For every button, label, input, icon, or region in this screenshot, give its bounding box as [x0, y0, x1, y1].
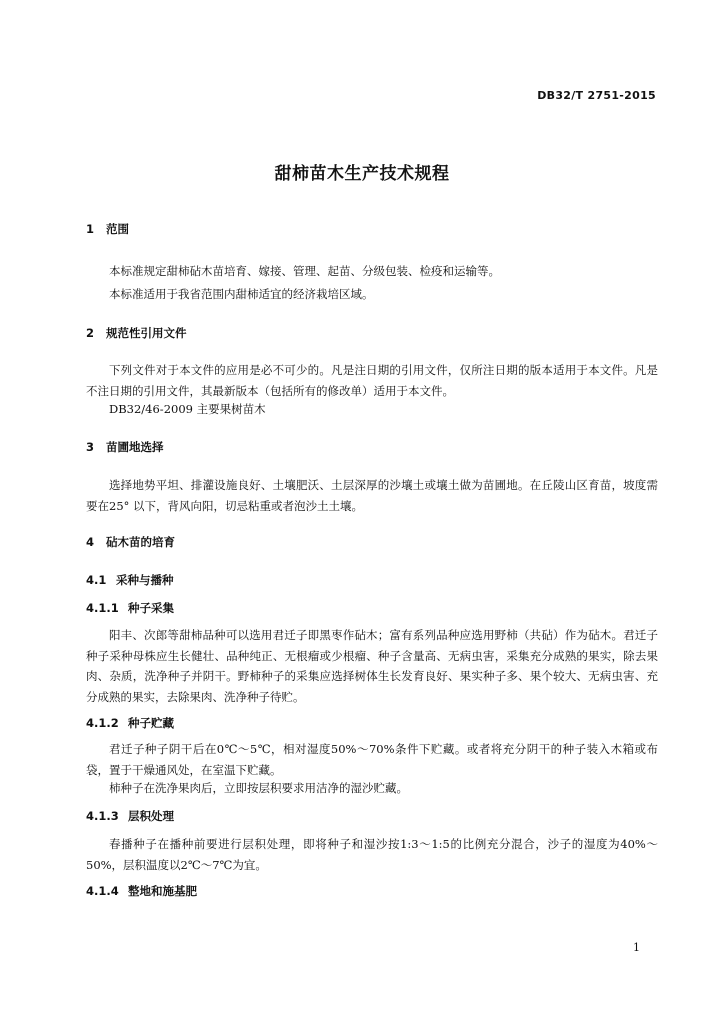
section-title: 采种与播种 [116, 573, 174, 587]
paragraph: 本标准规定甜柿砧木苗培育、嫁接、管理、起苗、分级包装、检疫和运输等。 [109, 264, 500, 278]
paragraph: 选择地势平坦、排灌设施良好、土壤肥沃、土层深厚的沙壤土或壤土做为苗圃地。在丘陵山区育苗，坡度需要在25° 以下，背风向阳，切忌粘重或者泡沙土土壤。 [86, 478, 658, 513]
section-number: 4.1 [86, 573, 107, 587]
section-title: 规范性引用文件 [106, 326, 187, 340]
section-title: 层积处理 [128, 809, 174, 823]
section-number: 1 [86, 222, 95, 236]
section-title: 范围 [106, 222, 129, 236]
paragraph: 本标准适用于我省范围内甜柿适宜的经济栽培区域。 [109, 287, 374, 301]
section-title: 种子采集 [128, 601, 174, 615]
section-heading-2 [86, 325, 187, 341]
paragraph: DB32/46-2009 主要果树苗木 [109, 402, 266, 416]
section-number: 4 [86, 535, 95, 549]
section-heading-4-1-3 [86, 808, 174, 824]
section-heading-1 [86, 221, 129, 237]
standard-code: DB32/T 2751-2015 [537, 89, 656, 102]
section-number: 4.1.1 [86, 601, 119, 615]
paragraph: 君迁子种子阴干后在0℃～5℃，相对湿度50%～70%条件下贮藏。或者将充分阴干的种子装入木箱或布袋，置于干燥通风处，在室温下贮藏。 [86, 742, 658, 777]
section-number: 4.1.4 [86, 884, 119, 898]
section-title: 种子贮藏 [128, 716, 174, 730]
section-heading-4-1-2 [86, 715, 174, 731]
section-heading-4-1-1 [86, 600, 174, 616]
paragraph: 春播种子在播种前要进行层积处理，即将种子和湿沙按1:3～1:5的比例充分混合，沙子的湿度为40%～50%，层积温度以2℃～7℃为宜。 [86, 837, 658, 872]
section-number: 4.1.2 [86, 716, 119, 730]
section-heading-4-1 [86, 572, 174, 588]
page-number: 1 [633, 941, 640, 954]
section-title: 整地和施基肥 [128, 884, 197, 898]
section-number: 4.1.3 [86, 809, 119, 823]
paragraph: 阳丰、次郎等甜柿品种可以选用君迁子即黑枣作砧木；富有系列品种应选用野柿（共砧）作为砧木。君迁子种子采种母株应生长健壮、品种纯正、无根瘤或少根瘤、种子含量高、无病虫害，采集充分成熟的果实，除去果肉、杂质，洗净种子并阴干。野柿种子的采集应选择树体生长发育良好、果实种子多、果个较大、无病虫害、充分成熟的果实，去除果肉、洗净种子待贮。 [86, 628, 658, 704]
document-title: 甜柿苗木生产技术规程 [274, 164, 450, 184]
section-number: 2 [86, 326, 95, 340]
section-heading-3 [86, 439, 164, 455]
section-title: 苗圃地选择 [106, 440, 164, 454]
section-heading-4-1-4 [86, 883, 197, 899]
section-title: 砧木苗的培育 [106, 535, 175, 549]
paragraph: 下列文件对于本文件的应用是必不可少的。凡是注日期的引用文件，仅所注日期的版本适用于本文件。凡是不注日期的引用文件，其最新版本（包括所有的修改单）适用于本文件。 [86, 363, 658, 398]
section-heading-4 [86, 534, 175, 550]
section-number: 3 [86, 440, 95, 454]
paragraph: 柿种子在洗净果肉后，立即按层积要求用洁净的湿沙贮藏。 [109, 781, 408, 795]
